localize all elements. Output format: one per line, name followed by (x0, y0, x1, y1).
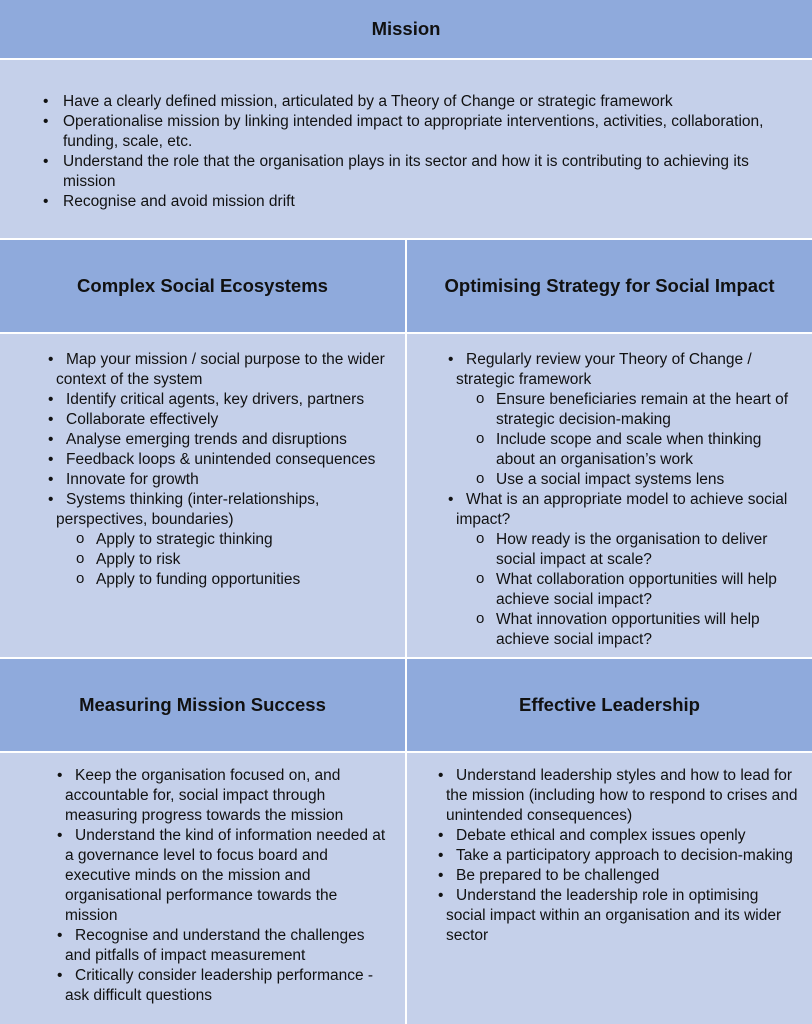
strategy-list-2 (438, 490, 798, 530)
strategy-body (407, 334, 812, 657)
list-item: • Map your mission / social purpose to the wider context of the system (38, 350, 391, 390)
mission-list (43, 92, 792, 212)
list-item: • Critically consider leadership performance - ask difficult questions (47, 966, 391, 1006)
list-item: • Identify critical agents, key drivers, partners (38, 390, 391, 410)
sub-list-item: o Apply to funding opportunities (76, 570, 391, 590)
list-item: • Keep the organisation focused on, and accountable for, social impact through measuring progress towards the mission (47, 766, 391, 826)
list-item: • Operationalise mission by linking intended impact to appropriate interventions, activities, collaboration, funding, scale, etc. (43, 112, 792, 152)
mission-header (0, 0, 812, 58)
list-item: • Be prepared to be challenged (428, 866, 798, 886)
ecosystems-title: Complex Social Ecosystems (77, 275, 328, 296)
list-item: • Collaborate effectively (38, 410, 391, 430)
sub-list-item: o How ready is the organisation to deliver social impact at scale? (476, 530, 798, 570)
leadership-body (407, 753, 812, 1024)
sub-list-item: o What innovation opportunities will help achieve social impact? (476, 610, 798, 650)
sub-list-item: o Include scope and scale when thinking about an organisation’s work (476, 430, 798, 470)
list-item: • Analyse emerging trends and disruptions (38, 430, 391, 450)
strategy-title: Optimising Strategy for Social Impact (444, 275, 775, 296)
list-item: • Feedback loops & unintended consequences (38, 450, 391, 470)
strategy-sublist-2 (476, 530, 798, 650)
measuring-title: Measuring Mission Success (79, 694, 326, 715)
ecosystems-header (0, 240, 405, 332)
sub-list-item: o Apply to risk (76, 550, 391, 570)
list-item: • Take a participatory approach to decision-making (428, 846, 798, 866)
list-item: • Debate ethical and complex issues openly (428, 826, 798, 846)
measuring-body (0, 753, 405, 1024)
mission-body (0, 60, 812, 238)
list-item: • Understand the role that the organisation plays in its sector and how it is contributing to achieving its mission (43, 152, 792, 192)
sub-list-item: o What collaboration opportunities will help achieve social impact? (476, 570, 798, 610)
list-item: • What is an appropriate model to achieve social impact? (438, 490, 798, 530)
strategy-header (407, 240, 812, 332)
strategy-sublist-1 (476, 390, 798, 490)
list-item: • Regularly review your Theory of Change / strategic framework (438, 350, 798, 390)
sub-list-item: o Use a social impact systems lens (476, 470, 798, 490)
measuring-list (47, 766, 391, 1006)
list-item: • Understand leadership styles and how to lead for the mission (including how to respond to crises and unintended consequences) (428, 766, 798, 826)
list-item: • Recognise and avoid mission drift (43, 192, 792, 212)
list-item: • Have a clearly defined mission, articulated by a Theory of Change or strategic framework (43, 92, 792, 112)
list-item: • Recognise and understand the challenges and pitfalls of impact measurement (47, 926, 391, 966)
strategy-list-1 (438, 350, 798, 390)
list-item: • Systems thinking (inter-relationships, perspectives, boundaries) (38, 490, 391, 530)
ecosystems-list (38, 350, 391, 530)
measuring-header (0, 659, 405, 751)
list-item: • Innovate for growth (38, 470, 391, 490)
leadership-header (407, 659, 812, 751)
mission-title: Mission (371, 18, 441, 39)
leadership-title: Effective Leadership (519, 694, 700, 715)
sub-list-item: o Ensure beneficiaries remain at the heart of strategic decision-making (476, 390, 798, 430)
list-item: • Understand the leadership role in optimising social impact within an organisation and its wider sector (428, 886, 798, 946)
list-item: • Understand the kind of information needed at a governance level to focus board and executive minds on the mission and organisational performance towards the mission (47, 826, 391, 926)
ecosystems-sublist (76, 530, 391, 590)
sub-list-item: o Apply to strategic thinking (76, 530, 391, 550)
ecosystems-body (0, 334, 405, 657)
leadership-list (428, 766, 798, 946)
